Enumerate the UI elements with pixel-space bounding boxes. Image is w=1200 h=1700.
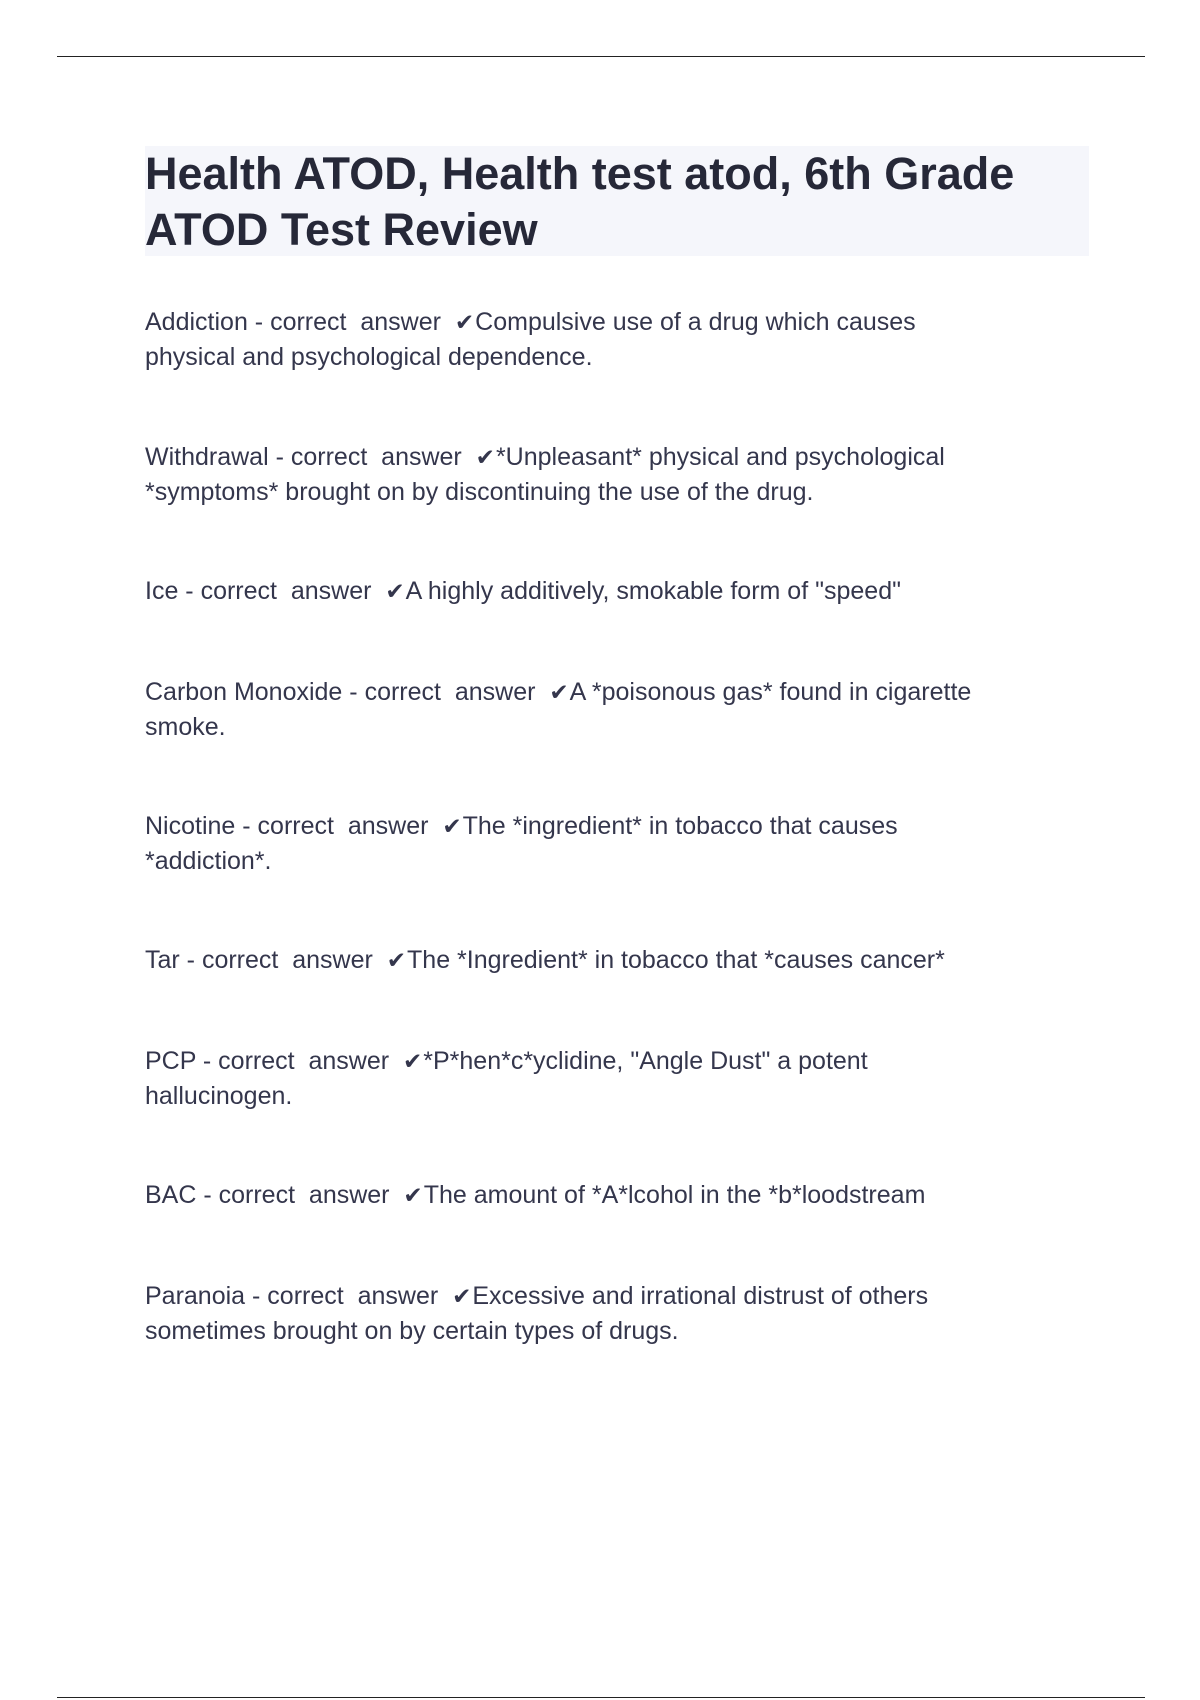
checkmark-icon: ✔	[452, 1284, 472, 1310]
qa-first-line	[145, 1279, 1085, 1314]
list-item	[145, 574, 1085, 609]
definition-text: *symptoms* brought on by discontinuing the use of the drug.	[145, 478, 814, 506]
qa-continuation-line	[145, 844, 1085, 878]
bottom-rule	[57, 1697, 1145, 1698]
answer-marker: correct answer	[218, 1047, 390, 1075]
qa-first-line	[145, 305, 1085, 340]
list-item	[145, 440, 1085, 509]
list-item	[145, 809, 1085, 878]
term: BAC	[145, 1181, 197, 1209]
definition-text: The *Ingredient* in tobacco that *causes cancer*	[407, 946, 945, 974]
definition-text: *addiction*.	[145, 847, 272, 875]
checkmark-icon: ✔	[442, 814, 462, 840]
term-separator: -	[178, 577, 201, 605]
definition-text: hallucinogen.	[145, 1082, 293, 1110]
answer-marker: correct answer	[290, 443, 462, 471]
definition-text: physical and psychological dependence.	[145, 343, 593, 371]
term: PCP	[145, 1047, 196, 1075]
term-separator: -	[195, 1047, 219, 1075]
qa-continuation-line	[145, 340, 1085, 374]
term-separator: -	[179, 946, 202, 974]
checkmark-icon: ✔	[549, 680, 569, 706]
answer-marker: correct answer	[218, 1181, 390, 1209]
answer-marker: correct answer	[267, 1282, 439, 1310]
checkmark-icon: ✔	[402, 1049, 423, 1075]
definition-text: sometimes brought on by certain types of drugs.	[145, 1317, 679, 1345]
term: Addiction	[145, 308, 248, 336]
term-separator: -	[196, 1181, 219, 1209]
term-separator: -	[268, 443, 291, 471]
title-block	[145, 146, 1089, 256]
list-item	[145, 1279, 1085, 1348]
term: Ice	[145, 577, 179, 605]
answer-marker: correct answer	[201, 946, 373, 974]
answer-marker: correct answer	[364, 678, 536, 706]
term-separator: -	[235, 812, 258, 840]
answer-marker: correct answer	[257, 812, 429, 840]
definition-text: *P*hen*c*yclidine, "Angle Dust" a potent	[423, 1047, 868, 1075]
term-separator: -	[245, 1282, 268, 1310]
qa-first-line	[145, 1178, 1085, 1213]
qa-first-line	[145, 943, 1085, 978]
page-title-line-1: Health ATOD, Health test atod, 6th Grade	[145, 148, 1015, 199]
page-title	[145, 146, 1089, 258]
top-rule	[57, 56, 1145, 57]
list-item	[145, 305, 1085, 374]
qa-first-line	[145, 440, 1085, 475]
qa-continuation-line	[145, 710, 1085, 744]
term: Tar	[145, 946, 180, 974]
qa-continuation-line	[145, 1079, 1085, 1113]
qa-first-line	[145, 675, 1085, 710]
qa-continuation-line	[145, 1314, 1085, 1348]
checkmark-icon: ✔	[454, 310, 475, 336]
qa-first-line	[145, 809, 1085, 844]
checkmark-icon: ✔	[403, 1183, 423, 1209]
term: Nicotine	[145, 812, 236, 840]
checkmark-icon: ✔	[386, 948, 407, 974]
list-item	[145, 675, 1085, 744]
definition-text: Compulsive use of a drug which causes	[475, 308, 916, 336]
definition-text: A highly additively, smokable form of "speed"	[405, 577, 901, 605]
definition-text: The *ingredient* in tobacco that causes	[462, 812, 898, 840]
answer-marker: correct answer	[200, 577, 372, 605]
list-item	[145, 943, 1085, 978]
answer-marker: correct answer	[270, 308, 441, 336]
definition-text: smoke.	[145, 713, 226, 741]
qa-first-line	[145, 574, 1085, 609]
page-title-line-2: ATOD Test Review	[145, 204, 538, 255]
term: Paranoia	[145, 1282, 246, 1310]
definition-text: The amount of *A*lcohol in the *b*loodstream	[423, 1181, 926, 1209]
qa-continuation-line	[145, 475, 1085, 509]
definition-text: Excessive and irrational distrust of others	[472, 1282, 929, 1310]
list-item	[145, 1178, 1085, 1213]
checkmark-icon: ✔	[475, 445, 495, 471]
definition-text: A *poisonous gas* found in cigarette	[569, 678, 972, 706]
checkmark-icon: ✔	[385, 579, 405, 605]
term: Withdrawal	[145, 443, 269, 471]
term: Carbon Monoxide	[145, 678, 343, 706]
term-separator: -	[342, 678, 365, 706]
qa-first-line	[145, 1044, 1085, 1079]
definition-text: *Unpleasant* physical and psychological	[495, 443, 945, 471]
list-item	[145, 1044, 1085, 1113]
term-separator: -	[247, 308, 271, 336]
